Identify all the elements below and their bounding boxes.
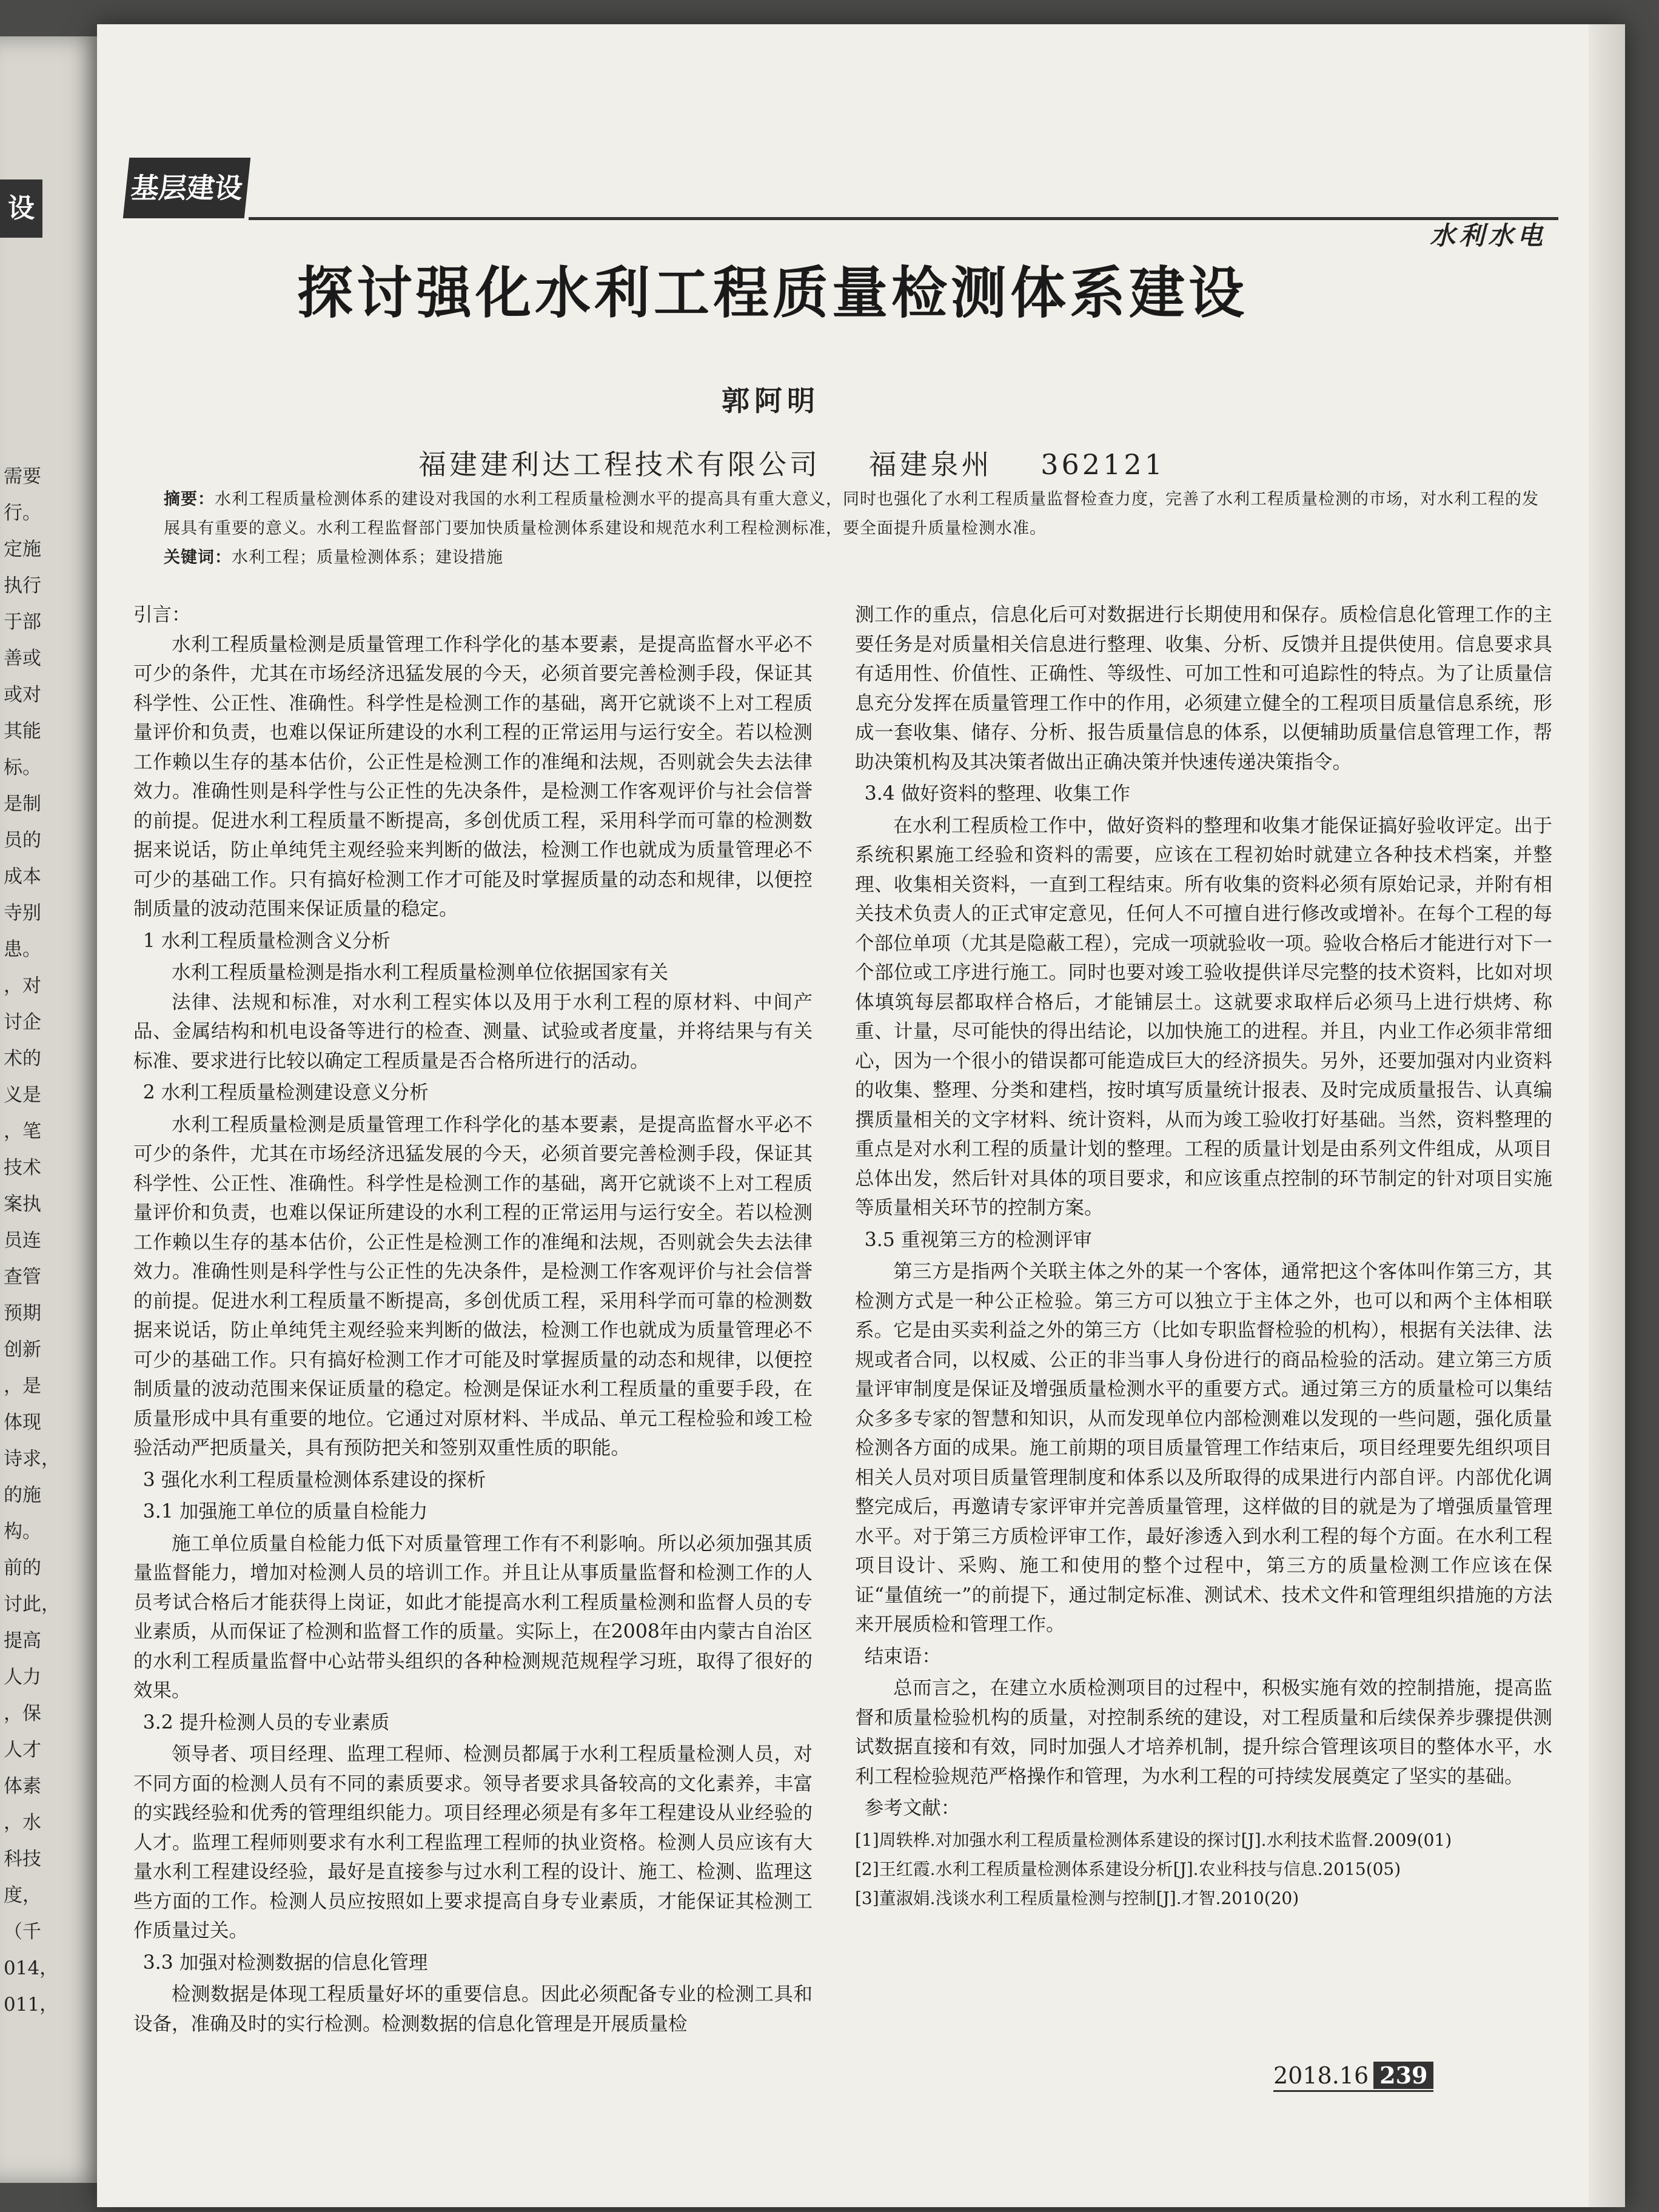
facing-page-fragment: 行。 xyxy=(4,502,41,524)
facing-page-fragment: 于部 xyxy=(4,611,41,633)
section-3-5-paragraph: 第三方是指两个关联主体之外的某一个客体，通常把这个客体叫作第三方，其检测方式是一种公正检验。第三方可以独立于主体之外，也可以和两个主体相联系。它是由买卖利益之外的第三方（比如专职监督检验的机构），根据有关法律、法规或者合同，以权威、公正的非当事人身份进行的商品检验的活动。建立第三方质量评审制度是保证及增强质量检测水平的重要方式。通过第三方的质量检可以集结众多多专家的智慧和知识，从而发现单位内部检测难以发现的一些问题，强化质量检测各方面的成果。施工前期的项目质量管理工作结束后，项目经理要先组织项目相关人员对项目质量管理制度和体系以及所取得的成果进行内部自评。内部优化调整完成后，再邀请专家评审并完善质量管理，这样做的目的就是为了增强质量管理水平。对于第三方质检评审工作，最好渗透入到水利工程的每个方面。在水利工程项目设计、采购、施工和使用的整个过程中，第三方的质量检测工作应该在保证“量值统一”的前提下，通过制定标准、测试术、技术文件和管理组织措施的方法来开展质检和管理工作。 xyxy=(855,1261,1552,1635)
facing-page-fragment: 的施 xyxy=(4,1484,41,1506)
facing-page-fragment: 体现 xyxy=(4,1412,41,1433)
abstract-label: 摘要： xyxy=(164,490,215,509)
article-author: 郭阿明 xyxy=(722,384,820,417)
affiliation-postcode: 362121 xyxy=(1041,448,1165,481)
abstract xyxy=(164,485,1546,543)
header-rule xyxy=(249,217,1558,220)
facing-page-fragment: 人力 xyxy=(4,1666,41,1688)
facing-page-fragment: 术的 xyxy=(4,1048,41,1070)
section-3-4-paragraph: 在水利工程质检工作中，做好资料的整理和收集才能保证搞好验收评定。出于系统积累施工经验和资料的需要，应该在工程初始时就建立各种技术档案，并整理、收集相关资料，一直到工程结束。所有收集的资料必须有原始记录，并附有相关技术负责人的正式审定意见，任何人不可擅自进行修改或增补。在每个工程的每个部位单项（尤其是隐蔽工程），完成一项就验收一项。验收合格后才能进行对下一个部位或工序进行施工。同时也要对竣工验收提供详尽完整的技术资料，比如对坝体填筑每层都取样合格后，才能铺层土。这就要求取样后必须马上进行烘烤、称重、计量，尽可能快的得出结论，以加快施工的进程。并且，内业工作必须非常细心，因为一个很小的错误都可能造成巨大的经济损失。另外，还要加强对内业资料的收集、整理、分类和建档，按时填写质量统计报表、及时完成质量报告、认真编撰质量相关的文字材料、统计资料，从而为竣工验收打好基础。当然，资料整理的重点是对水利工程的质量计划的整理。工程的质量计划是由系列文件组成，从项目总体出发，然后针对具体的项目要求，和应该重点控制的环节制定的针对项目实施等质量相关环节的控制方案。 xyxy=(855,814,1552,1219)
article-title: 探讨强化水利工程质量检测体系建设 xyxy=(297,261,1248,326)
facing-page-fragment: 是制 xyxy=(4,793,41,815)
facing-page-fragment: 需要 xyxy=(4,466,41,488)
facing-page-fragment: 或对 xyxy=(4,684,41,706)
facing-page-fragment: 人才 xyxy=(4,1739,41,1761)
facing-page-fragment: ，对 xyxy=(4,975,41,997)
facing-page-fragment: 诗求， xyxy=(4,1448,60,1470)
intro-heading: 引言： xyxy=(133,604,191,626)
facing-page-fragment: 成本 xyxy=(4,866,41,888)
continued-paragraph: 测工作的重点，信息化后可对数据进行长期使用和保存。质检信息化管理工作的主要任务是对质量相关信息进行整理、收集、分析、反馈并且提供使用。信息要求具有适用性、价值性、正确性、等级性、可加工性和可追踪性的特点。为了让质量信息充分发挥在质量管理工作中的作用，必须建立健全的工程项目质量信息系统，形成一套收集、储存、分析、报告质量信息的体系，以便辅助质量信息管理工作，帮助决策机构及其决策者做出正确决策并快速传递决策指令。 xyxy=(855,604,1552,773)
facing-page xyxy=(0,36,109,2183)
section-1-paragraph-1: 水利工程质量检测是指水利工程质量检测单位依据国家有关 xyxy=(172,962,669,984)
keywords xyxy=(164,543,1546,572)
facing-page-fragment: 案执 xyxy=(4,1193,41,1215)
section-tab: 基层建设 xyxy=(123,158,251,218)
facing-page-fragment: 科技 xyxy=(4,1848,41,1870)
facing-page-fragment: 构。 xyxy=(4,1521,41,1543)
facing-page-fragment: 善或 xyxy=(4,648,41,669)
facing-page-fragment: 标。 xyxy=(4,757,41,779)
reference-item: [2]王红霞.水利工程质量检测体系建设分析[J].农业科技与信息.2015(05) xyxy=(855,1858,1401,1879)
abstract-block xyxy=(164,485,1546,572)
facing-page-fragment: （千 xyxy=(4,1921,41,1943)
facing-page-fragment: 创新 xyxy=(4,1339,41,1361)
facing-page-fragment: 义是 xyxy=(4,1084,41,1106)
conclusion-heading: 结束语： xyxy=(864,1645,941,1667)
section-1-paragraph-2: 法律、法规和标准，对水利工程实体以及用于水利工程的原材料、中间产品、金属结构和机电设备等进行的检查、测量、试验或者度量，并将结果与有关标准、要求进行比较以确定工程质量是否合格所进行的活动。 xyxy=(133,991,813,1072)
facing-page-fragment: ，保 xyxy=(4,1703,41,1724)
keywords-label: 关键词： xyxy=(164,548,232,567)
facing-page-fragment: 提高 xyxy=(4,1630,41,1652)
page-footer xyxy=(1273,2062,1433,2092)
section-3-4-heading: 3.4 做好资料的整理、收集工作 xyxy=(864,783,1130,805)
facing-page-fragment: 度， xyxy=(4,1885,41,1906)
facing-page-fragment: 技术 xyxy=(4,1157,41,1179)
facing-page-fragment: 寺别 xyxy=(4,902,41,924)
facing-page-fragment: 014， xyxy=(4,1957,59,1979)
abstract-text: 水利工程质量检测体系的建设对我国的水利工程质量检测水平的提高具有重大意义，同时也强化了水利工程质量监督检查力度，完善了水利工程质量检测的市场，对水利工程的发展具有重要的意义。水利工程监督部门要加快质量检测体系建设和规范水利工程检测标准，要全面提升质量检测水准。 xyxy=(164,490,1539,538)
section-3-2-heading: 3.2 提升检测人员的专业素质 xyxy=(142,1711,390,1734)
facing-page-tab: 设 xyxy=(0,179,42,238)
right-column xyxy=(855,600,1552,1913)
keywords-text: 水利工程；质量检测体系；建设措施 xyxy=(232,548,503,567)
facing-page-fragment: 查管 xyxy=(4,1266,41,1288)
facing-page-fragment: 其能 xyxy=(4,720,41,742)
facing-page-fragment: 患。 xyxy=(4,939,41,960)
left-column xyxy=(133,600,813,2039)
facing-page-fragment: 员连 xyxy=(4,1230,41,1252)
section-2-heading: 2 水利工程质量检测建设意义分析 xyxy=(142,1082,429,1104)
page-number: 239 xyxy=(1373,2062,1433,2089)
facing-page-fragment: 体素 xyxy=(4,1775,41,1797)
facing-page-fragment: ，是 xyxy=(4,1375,41,1397)
section-1-heading: 1 水利工程质量检测含义分析 xyxy=(142,930,390,952)
issue-number: 2018.16 xyxy=(1273,2062,1369,2089)
affiliation-company: 福建建利达工程技术有限公司 xyxy=(418,448,820,481)
intro-paragraph: 水利工程质量检测是质量管理工作科学化的基本要素，是提高监督水平必不可少的条件，尤其在市场经济迅猛发展的今天，必须首要完善检测手段，保证其科学性、公正性、准确性。科学性是检测工作的基础，离开它就谈不上对工程质量评价和负责，也难以保证所建设的水利工程的正常运用与运行安全。若以检测工作赖以生存的基本估价，公正性是检测工作的准绳和法规，否则就会失去法律效力。准确性则是科学性与公正性的先决条件，是检测工作客观评价与社会信誉的前提。促进水利工程质量不断提高，多创优质工程，采用科学而可靠的检测数据来说话，防止单纯凭主观经验来判断的做法，检测工作也就成为质量管理必不可少的基础工作。只有搞好检测工作才可能及时掌握质量的动态和规律，以便控制质量的波动范围来保证质量的稳定。 xyxy=(133,633,813,920)
facing-page-fragment: 前的 xyxy=(4,1557,41,1579)
section-3-1-paragraph: 施工单位质量自检能力低下对质量管理工作有不利影响。所以必须加强其质量监督能力，增加对检测人员的培训工作。并且让从事质量监督和检测工作的人员考试合格后才能获得上岗证，如此才能提高水利工程质量检测和监督人员的专业素质，从而保证了检测和监督工作的质量。实际上，在2008年由内蒙古自治区的水利工程质量监督中心站带头组织的各种检测规范规程学习班，取得了很好的效果。 xyxy=(133,1532,813,1701)
facing-page-fragment: 讨此， xyxy=(4,1594,60,1615)
journal-name: 水利水电 xyxy=(1429,221,1546,250)
facing-page-fragment: 员的 xyxy=(4,830,41,851)
facing-page-fragment: 011， xyxy=(4,1994,59,2016)
section-2-paragraph: 水利工程质量检测是质量管理工作科学化的基本要素，是提高监督水平必不可少的条件，尤其在市场经济迅猛发展的今天，必须首要完善检测手段，保证其科学性、公正性、准确性。科学性是检测工作的基础，离开它就谈不上对工程质量评价和负责，也难以保证所建设的水利工程的正常运用与运行安全。若以检测工作赖以生存的基本估价，公正性是检测工作的准绳和法规，否则就会失去法律效力。准确性则是科学性与公正性的先决条件，是检测工作客观评价与社会信誉的前提。促进水利工程质量不断提高，多创优质工程，采用科学而可靠的检测数据来说话，防止单纯凭主观经验来判断的做法，检测工作也就成为质量管理必不可少的基础工作。只有搞好检测工作才可能及时掌握质量的动态和规律，以便控制质量的波动范围来保证质量的稳定。检测是保证水利工程质量的重要手段，在质量形成中具有重要的地位。它通过对原材料、半成品、单元工程检验和竣工检验活动严把质量关，具有预防把关和签别双重性质的职能。 xyxy=(133,1113,813,1459)
section-3-3-heading: 3.3 加强对检测数据的信息化管理 xyxy=(142,1951,428,1974)
references-heading: 参考文献： xyxy=(864,1797,960,1819)
section-3-5-heading: 3.5 重视第三方的检测评审 xyxy=(864,1228,1092,1251)
section-3-3-paragraph: 检测数据是体现工程质量好坏的重要信息。因此必须配备专业的检测工具和设备，准确及时的实行检测。检测数据的信息化管理是开展质量检 xyxy=(133,1983,813,2035)
reference-item: [3]董淑娟.浅谈水利工程质量检测与控制[J].才智.2010(20) xyxy=(855,1888,1299,1908)
section-3-2-paragraph: 领导者、项目经理、监理工程师、检测员都属于水利工程质量检测人员，对不同方面的检测人员有不同的素质要求。领导者要求具备较高的文化素养，丰富的实践经验和优秀的管理组织能力。项目经理必须是有多年工程建设从业经验的人才。监理工程师则要求有水利工程监理工程师的执业资格。检测人员应该有大量水利工程建设经验，最好是直接参与过水利工程的设计、施工、检测、监理这些方面的工作。检测人员应按照如上要求提高自身专业素质，才能保证其检测工作质量过关。 xyxy=(133,1743,813,1942)
affiliation-location: 福建泉州 xyxy=(868,448,993,481)
section-3-1-heading: 3.1 加强施工单位的质量自检能力 xyxy=(142,1501,428,1523)
facing-page-fragment: ，笔 xyxy=(4,1121,41,1142)
reference-item: [1]周轶桦.对加强水利工程质量检测体系建设的探讨[J].水利技术监督.2009(01) xyxy=(855,1829,1452,1850)
journal-page xyxy=(97,24,1625,2207)
facing-page-fragment: 定施 xyxy=(4,538,41,560)
facing-page-fragment: 预期 xyxy=(4,1302,41,1324)
facing-page-fragment: 讨企 xyxy=(4,1011,41,1033)
facing-page-fragment: ，水 xyxy=(4,1812,41,1834)
page-edge xyxy=(1589,24,1625,2207)
facing-page-fragment: 执行 xyxy=(4,575,41,597)
section-3-heading: 3 强化水利工程质量检测体系建设的探析 xyxy=(142,1469,486,1491)
article-affiliation xyxy=(418,443,1202,483)
conclusion-paragraph: 总而言之，在建立水质检测项目的过程中，积极实施有效的控制措施，提高监督和质量检验机构的质量，对控制系统的建设，对工程质量和后续保养步骤提供测试数据直接和有效，同时加强人才培养机制，提升综合管理该项目的整体水平，水利工程检验规范严格操作和管理，为水利工程的可持续发展奠定了坚实的基础。 xyxy=(855,1677,1552,1788)
